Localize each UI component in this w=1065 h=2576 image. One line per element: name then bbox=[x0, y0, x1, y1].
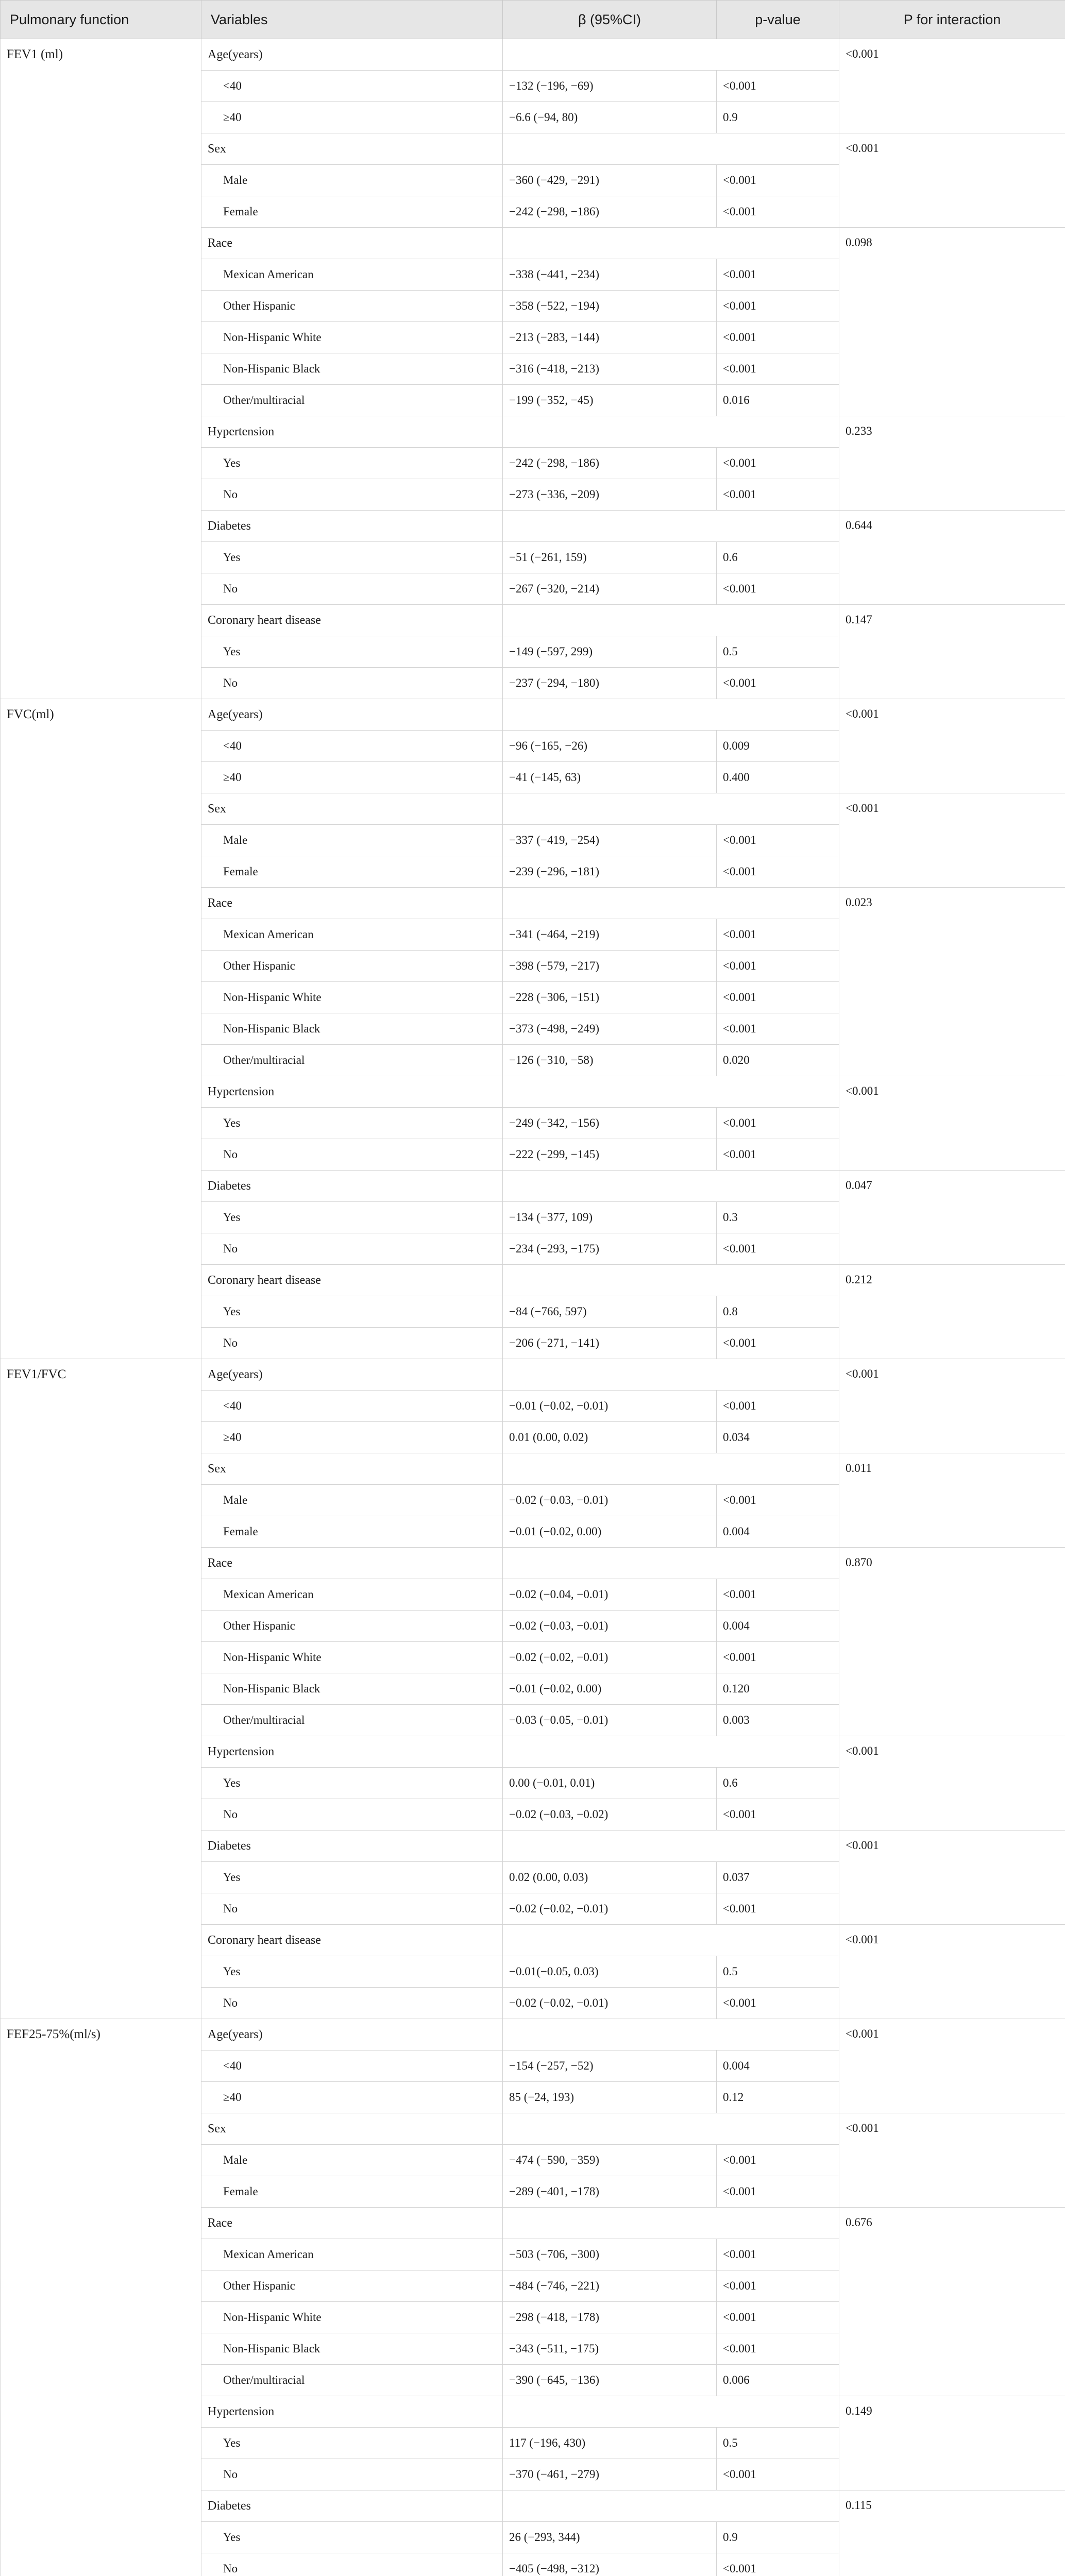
p-value: 0.5 bbox=[717, 2428, 839, 2459]
beta-ci-value: −237 (−294, −180) bbox=[503, 668, 717, 699]
header-function: Pulmonary function bbox=[1, 1, 201, 39]
pulmonary-function-cell: FEV1 (ml) bbox=[1, 39, 201, 699]
beta-ci-value: −370 (−461, −279) bbox=[503, 2459, 717, 2490]
p-value: <0.001 bbox=[717, 1328, 839, 1359]
pulmonary-function-cell: FEV1/FVC bbox=[1, 1359, 201, 2019]
beta-ci-value: −0.01 (−0.02, 0.00) bbox=[503, 1516, 717, 1548]
p-value: <0.001 bbox=[717, 1799, 839, 1831]
p-interaction-cell: 0.023 bbox=[839, 888, 1065, 1076]
p-value: <0.001 bbox=[717, 1139, 839, 1171]
subgroup-label: Yes bbox=[201, 1108, 503, 1139]
beta-ci-value: −222 (−299, −145) bbox=[503, 1139, 717, 1171]
pulmonary-function-cell: FEF25-75%(ml/s) bbox=[1, 2019, 201, 2576]
subgroup-label: No bbox=[201, 1988, 503, 2019]
beta-ci-value: −503 (−706, −300) bbox=[503, 2239, 717, 2270]
beta-ci-value: −0.02 (−0.03, −0.01) bbox=[503, 1611, 717, 1642]
subgroup-label: Yes bbox=[201, 636, 503, 668]
p-interaction-cell: 0.870 bbox=[839, 1548, 1065, 1736]
p-value: <0.001 bbox=[717, 2270, 839, 2302]
subgroup-label: Female bbox=[201, 2176, 503, 2208]
p-interaction-cell: <0.001 bbox=[839, 1736, 1065, 1831]
beta-ci-value: −228 (−306, −151) bbox=[503, 982, 717, 1013]
beta-ci-value: 117 (−196, 430) bbox=[503, 2428, 717, 2459]
p-value: 0.003 bbox=[717, 1705, 839, 1736]
group-blank-cell bbox=[503, 2113, 839, 2145]
variable-group-label: Race bbox=[201, 228, 503, 259]
subgroup-label: ≥40 bbox=[201, 2082, 503, 2113]
subgroup-label: Mexican American bbox=[201, 1579, 503, 1611]
subgroup-label: Other Hispanic bbox=[201, 1611, 503, 1642]
group-blank-cell bbox=[503, 1548, 839, 1579]
subgroup-label: Female bbox=[201, 196, 503, 228]
p-interaction-cell: <0.001 bbox=[839, 1359, 1065, 1453]
p-value: <0.001 bbox=[717, 196, 839, 228]
subgroup-label: Female bbox=[201, 856, 503, 888]
p-interaction-cell: 0.147 bbox=[839, 605, 1065, 699]
p-value: <0.001 bbox=[717, 2333, 839, 2365]
beta-ci-value: −338 (−441, −234) bbox=[503, 259, 717, 291]
subgroup-label: Non-Hispanic Black bbox=[201, 2333, 503, 2365]
p-interaction-cell: 0.212 bbox=[839, 1265, 1065, 1359]
p-value: <0.001 bbox=[717, 2459, 839, 2490]
beta-ci-value: −0.02 (−0.04, −0.01) bbox=[503, 1579, 717, 1611]
beta-ci-value: −96 (−165, −26) bbox=[503, 731, 717, 762]
beta-ci-value: −0.01 (−0.02, −0.01) bbox=[503, 1391, 717, 1422]
variable-group-label: Coronary heart disease bbox=[201, 605, 503, 636]
beta-ci-value: −390 (−645, −136) bbox=[503, 2365, 717, 2396]
variable-group-label: Diabetes bbox=[201, 2490, 503, 2522]
beta-ci-value: −132 (−196, −69) bbox=[503, 71, 717, 102]
subgroup-label: No bbox=[201, 479, 503, 511]
beta-ci-value: −484 (−746, −221) bbox=[503, 2270, 717, 2302]
p-interaction-cell: <0.001 bbox=[839, 1076, 1065, 1171]
p-value: 0.9 bbox=[717, 102, 839, 133]
variable-group-label: Race bbox=[201, 1548, 503, 1579]
beta-ci-value: −474 (−590, −359) bbox=[503, 2145, 717, 2176]
beta-ci-value: −6.6 (−94, 80) bbox=[503, 102, 717, 133]
beta-ci-value: −154 (−257, −52) bbox=[503, 2050, 717, 2082]
p-value: 0.9 bbox=[717, 2522, 839, 2553]
p-interaction-cell: 0.115 bbox=[839, 2490, 1065, 2576]
beta-ci-value: −0.02 (−0.02, −0.01) bbox=[503, 1893, 717, 1925]
p-interaction-cell: <0.001 bbox=[839, 1925, 1065, 2019]
beta-ci-value: −0.02 (−0.02, −0.01) bbox=[503, 1988, 717, 2019]
p-value: 0.8 bbox=[717, 1296, 839, 1328]
group-blank-cell bbox=[503, 793, 839, 825]
subgroup-label: Yes bbox=[201, 1296, 503, 1328]
beta-ci-value: −316 (−418, −213) bbox=[503, 353, 717, 385]
p-value: <0.001 bbox=[717, 2239, 839, 2270]
subgroup-label: Non-Hispanic Black bbox=[201, 353, 503, 385]
subgroup-label: <40 bbox=[201, 1391, 503, 1422]
table-body bbox=[1, 39, 1065, 2576]
subgroup-label: Other Hispanic bbox=[201, 2270, 503, 2302]
p-value: 0.034 bbox=[717, 1422, 839, 1453]
subgroup-label: <40 bbox=[201, 71, 503, 102]
group-blank-cell bbox=[503, 1359, 839, 1391]
variable-group-label: Diabetes bbox=[201, 1831, 503, 1862]
p-value: 0.3 bbox=[717, 1202, 839, 1233]
variable-group-label: Age(years) bbox=[201, 39, 503, 71]
subgroup-label: No bbox=[201, 2553, 503, 2576]
beta-ci-value: −84 (−766, 597) bbox=[503, 1296, 717, 1328]
p-value: <0.001 bbox=[717, 2302, 839, 2333]
header-variables: Variables bbox=[201, 1, 503, 39]
group-row bbox=[1, 1359, 1065, 1391]
p-interaction-cell: 0.098 bbox=[839, 228, 1065, 416]
p-value: <0.001 bbox=[717, 982, 839, 1013]
subgroup-label: Other/multiracial bbox=[201, 385, 503, 416]
subgroup-label: Yes bbox=[201, 542, 503, 573]
variable-group-label: Race bbox=[201, 2208, 503, 2239]
beta-ci-value: −341 (−464, −219) bbox=[503, 919, 717, 951]
subgroup-label: Mexican American bbox=[201, 2239, 503, 2270]
p-value: 0.037 bbox=[717, 1862, 839, 1893]
p-value: <0.001 bbox=[717, 1988, 839, 2019]
group-blank-cell bbox=[503, 1265, 839, 1296]
p-value: <0.001 bbox=[717, 2176, 839, 2208]
p-interaction-cell: <0.001 bbox=[839, 2019, 1065, 2113]
p-value: 0.006 bbox=[717, 2365, 839, 2396]
subgroup-label: No bbox=[201, 2459, 503, 2490]
beta-ci-value: −134 (−377, 109) bbox=[503, 1202, 717, 1233]
group-blank-cell bbox=[503, 699, 839, 731]
variable-group-label: Sex bbox=[201, 793, 503, 825]
p-interaction-cell: 0.644 bbox=[839, 511, 1065, 605]
p-value: <0.001 bbox=[717, 856, 839, 888]
group-row bbox=[1, 699, 1065, 731]
subgroup-label: ≥40 bbox=[201, 762, 503, 793]
p-value: 0.5 bbox=[717, 636, 839, 668]
beta-ci-value: −234 (−293, −175) bbox=[503, 1233, 717, 1265]
header-row bbox=[1, 1, 1065, 39]
p-interaction-cell: <0.001 bbox=[839, 133, 1065, 228]
beta-ci-value: −206 (−271, −141) bbox=[503, 1328, 717, 1359]
subgroup-label: Non-Hispanic Black bbox=[201, 1013, 503, 1045]
subgroup-label: Non-Hispanic Black bbox=[201, 1673, 503, 1705]
beta-ci-value: 85 (−24, 193) bbox=[503, 2082, 717, 2113]
beta-ci-value: −0.01 (−0.02, 0.00) bbox=[503, 1673, 717, 1705]
p-value: 0.016 bbox=[717, 385, 839, 416]
p-value: 0.6 bbox=[717, 1768, 839, 1799]
variable-group-label: Age(years) bbox=[201, 1359, 503, 1391]
p-interaction-cell: <0.001 bbox=[839, 2113, 1065, 2208]
p-value: <0.001 bbox=[717, 259, 839, 291]
subgroup-label: <40 bbox=[201, 2050, 503, 2082]
group-row bbox=[1, 2019, 1065, 2050]
variable-group-label: Sex bbox=[201, 133, 503, 165]
variable-group-label: Age(years) bbox=[201, 2019, 503, 2050]
group-blank-cell bbox=[503, 133, 839, 165]
subgroup-label: Male bbox=[201, 1485, 503, 1516]
p-value: <0.001 bbox=[717, 825, 839, 856]
variable-group-label: Coronary heart disease bbox=[201, 1265, 503, 1296]
beta-ci-value: −405 (−498, −312) bbox=[503, 2553, 717, 2576]
p-value: <0.001 bbox=[717, 919, 839, 951]
subgroup-label: No bbox=[201, 1139, 503, 1171]
group-blank-cell bbox=[503, 228, 839, 259]
subgroup-label: Mexican American bbox=[201, 259, 503, 291]
subgroup-label: Yes bbox=[201, 1862, 503, 1893]
group-blank-cell bbox=[503, 1925, 839, 1956]
variable-group-label: Sex bbox=[201, 2113, 503, 2145]
p-value: 0.120 bbox=[717, 1673, 839, 1705]
subgroup-label: Male bbox=[201, 2145, 503, 2176]
subgroup-label: Yes bbox=[201, 1956, 503, 1988]
beta-ci-value: −267 (−320, −214) bbox=[503, 573, 717, 605]
subgroup-label: Male bbox=[201, 825, 503, 856]
subgroup-label: Other/multiracial bbox=[201, 1705, 503, 1736]
header-p-interaction: P for interaction bbox=[839, 1, 1065, 39]
beta-ci-value: −0.03 (−0.05, −0.01) bbox=[503, 1705, 717, 1736]
variable-group-label: Hypertension bbox=[201, 1736, 503, 1768]
group-blank-cell bbox=[503, 416, 839, 448]
variable-group-label: Coronary heart disease bbox=[201, 1925, 503, 1956]
subgroup-label: No bbox=[201, 1799, 503, 1831]
p-interaction-cell: 0.011 bbox=[839, 1453, 1065, 1548]
variable-group-label: Hypertension bbox=[201, 1076, 503, 1108]
beta-ci-value: −149 (−597, 299) bbox=[503, 636, 717, 668]
beta-ci-value: −0.02 (−0.02, −0.01) bbox=[503, 1642, 717, 1673]
p-value: 0.004 bbox=[717, 1611, 839, 1642]
subgroup-label: Male bbox=[201, 165, 503, 196]
subgroup-label: Non-Hispanic White bbox=[201, 1642, 503, 1673]
beta-ci-value: 0.00 (−0.01, 0.01) bbox=[503, 1768, 717, 1799]
group-blank-cell bbox=[503, 1453, 839, 1485]
p-value: <0.001 bbox=[717, 1893, 839, 1925]
variable-group-label: Race bbox=[201, 888, 503, 919]
p-value: 0.009 bbox=[717, 731, 839, 762]
p-interaction-cell: <0.001 bbox=[839, 699, 1065, 793]
beta-ci-value: −358 (−522, −194) bbox=[503, 291, 717, 322]
pulmonary-function-cell: FVC(ml) bbox=[1, 699, 201, 1359]
p-value: 0.5 bbox=[717, 1956, 839, 1988]
beta-ci-value: −199 (−352, −45) bbox=[503, 385, 717, 416]
beta-ci-value: −51 (−261, 159) bbox=[503, 542, 717, 573]
subgroup-label: Mexican American bbox=[201, 919, 503, 951]
group-blank-cell bbox=[503, 1076, 839, 1108]
subgroup-label: Other/multiracial bbox=[201, 1045, 503, 1076]
subgroup-label: Female bbox=[201, 1516, 503, 1548]
p-value: <0.001 bbox=[717, 1013, 839, 1045]
variable-group-label: Diabetes bbox=[201, 1171, 503, 1202]
p-value: <0.001 bbox=[717, 322, 839, 353]
p-interaction-cell: 0.149 bbox=[839, 2396, 1065, 2490]
beta-ci-value: −398 (−579, −217) bbox=[503, 951, 717, 982]
p-interaction-cell: <0.001 bbox=[839, 39, 1065, 133]
subgroup-label: Other Hispanic bbox=[201, 951, 503, 982]
group-blank-cell bbox=[503, 605, 839, 636]
beta-ci-value: −249 (−342, −156) bbox=[503, 1108, 717, 1139]
subgroup-label: Yes bbox=[201, 1768, 503, 1799]
p-value: <0.001 bbox=[717, 1391, 839, 1422]
beta-ci-value: 26 (−293, 344) bbox=[503, 2522, 717, 2553]
header-beta: β (95%CI) bbox=[503, 1, 717, 39]
beta-ci-value: 0.01 (0.00, 0.02) bbox=[503, 1422, 717, 1453]
group-blank-cell bbox=[503, 2490, 839, 2522]
subgroup-label: Non-Hispanic White bbox=[201, 2302, 503, 2333]
group-blank-cell bbox=[503, 1831, 839, 1862]
beta-ci-value: −373 (−498, −249) bbox=[503, 1013, 717, 1045]
p-interaction-cell: <0.001 bbox=[839, 1831, 1065, 1925]
subgroup-label: No bbox=[201, 573, 503, 605]
beta-ci-value: −0.02 (−0.03, −0.02) bbox=[503, 1799, 717, 1831]
variable-group-label: Diabetes bbox=[201, 511, 503, 542]
subgroup-label: Yes bbox=[201, 2522, 503, 2553]
subgroup-label: Yes bbox=[201, 1202, 503, 1233]
beta-ci-value: −0.01(−0.05, 0.03) bbox=[503, 1956, 717, 1988]
beta-ci-value: −360 (−429, −291) bbox=[503, 165, 717, 196]
subgroup-label: Other Hispanic bbox=[201, 291, 503, 322]
beta-ci-value: −0.02 (−0.03, −0.01) bbox=[503, 1485, 717, 1516]
subgroup-label: ≥40 bbox=[201, 1422, 503, 1453]
p-value: <0.001 bbox=[717, 291, 839, 322]
p-value: <0.001 bbox=[717, 1108, 839, 1139]
group-blank-cell bbox=[503, 2019, 839, 2050]
beta-ci-value: −242 (−298, −186) bbox=[503, 196, 717, 228]
p-value: 0.400 bbox=[717, 762, 839, 793]
p-value: <0.001 bbox=[717, 479, 839, 511]
beta-ci-value: −41 (−145, 63) bbox=[503, 762, 717, 793]
beta-ci-value: −298 (−418, −178) bbox=[503, 2302, 717, 2333]
subgroup-label: No bbox=[201, 1233, 503, 1265]
p-value: <0.001 bbox=[717, 573, 839, 605]
group-blank-cell bbox=[503, 888, 839, 919]
p-value: 0.6 bbox=[717, 542, 839, 573]
p-value: 0.004 bbox=[717, 1516, 839, 1548]
p-interaction-cell: 0.676 bbox=[839, 2208, 1065, 2396]
beta-ci-value: −273 (−336, −209) bbox=[503, 479, 717, 511]
p-interaction-cell: 0.047 bbox=[839, 1171, 1065, 1265]
group-blank-cell bbox=[503, 511, 839, 542]
beta-ci-value: 0.02 (0.00, 0.03) bbox=[503, 1862, 717, 1893]
p-value: <0.001 bbox=[717, 165, 839, 196]
beta-ci-value: −337 (−419, −254) bbox=[503, 825, 717, 856]
p-value: <0.001 bbox=[717, 71, 839, 102]
beta-ci-value: −289 (−401, −178) bbox=[503, 2176, 717, 2208]
beta-ci-value: −126 (−310, −58) bbox=[503, 1045, 717, 1076]
beta-ci-value: −239 (−296, −181) bbox=[503, 856, 717, 888]
p-value: 0.020 bbox=[717, 1045, 839, 1076]
p-value: <0.001 bbox=[717, 1579, 839, 1611]
p-value: <0.001 bbox=[717, 448, 839, 479]
p-value: <0.001 bbox=[717, 1233, 839, 1265]
p-value: <0.001 bbox=[717, 2553, 839, 2576]
variable-group-label: Hypertension bbox=[201, 2396, 503, 2428]
group-blank-cell bbox=[503, 1736, 839, 1768]
p-value: <0.001 bbox=[717, 951, 839, 982]
p-value: 0.004 bbox=[717, 2050, 839, 2082]
variable-group-label: Age(years) bbox=[201, 699, 503, 731]
p-value: <0.001 bbox=[717, 1485, 839, 1516]
subgroup-label: <40 bbox=[201, 731, 503, 762]
p-value: <0.001 bbox=[717, 1642, 839, 1673]
subgroup-label: No bbox=[201, 1328, 503, 1359]
subgroup-label: Non-Hispanic White bbox=[201, 322, 503, 353]
subgroup-label: Yes bbox=[201, 448, 503, 479]
subgroup-label: Yes bbox=[201, 2428, 503, 2459]
beta-ci-value: −343 (−511, −175) bbox=[503, 2333, 717, 2365]
p-value: 0.12 bbox=[717, 2082, 839, 2113]
beta-ci-value: −242 (−298, −186) bbox=[503, 448, 717, 479]
subgroup-label: Other/multiracial bbox=[201, 2365, 503, 2396]
p-value: <0.001 bbox=[717, 353, 839, 385]
variable-group-label: Hypertension bbox=[201, 416, 503, 448]
subgroup-label: No bbox=[201, 668, 503, 699]
subgroup-label: ≥40 bbox=[201, 102, 503, 133]
p-value: <0.001 bbox=[717, 2145, 839, 2176]
header-p-value: p-value bbox=[717, 1, 839, 39]
p-interaction-cell: <0.001 bbox=[839, 793, 1065, 888]
subgroup-label: No bbox=[201, 1893, 503, 1925]
subgroup-label: Non-Hispanic White bbox=[201, 982, 503, 1013]
beta-ci-value: −213 (−283, −144) bbox=[503, 322, 717, 353]
group-blank-cell bbox=[503, 2396, 839, 2428]
variable-group-label: Sex bbox=[201, 1453, 503, 1485]
p-interaction-cell: 0.233 bbox=[839, 416, 1065, 511]
group-blank-cell bbox=[503, 2208, 839, 2239]
group-blank-cell bbox=[503, 39, 839, 71]
group-blank-cell bbox=[503, 1171, 839, 1202]
p-value: <0.001 bbox=[717, 668, 839, 699]
group-row bbox=[1, 39, 1065, 71]
